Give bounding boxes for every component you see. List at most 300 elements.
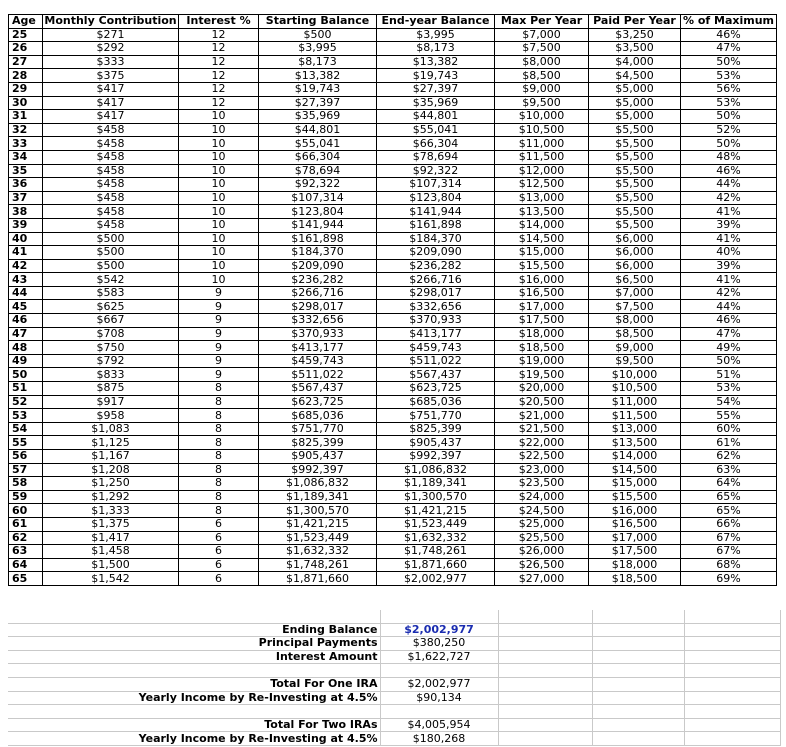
- cell-age[interactable]: 48: [9, 341, 43, 355]
- cell-max-per-year[interactable]: $22,500: [495, 450, 589, 464]
- summary-value[interactable]: $380,250: [380, 637, 498, 651]
- cell-end-year-balance[interactable]: $123,804: [377, 191, 495, 205]
- cell-pct-of-maximum[interactable]: 62%: [681, 450, 777, 464]
- empty-cell[interactable]: [592, 650, 684, 664]
- cell-end-year-balance[interactable]: $27,397: [377, 82, 495, 96]
- cell-age[interactable]: 60: [9, 504, 43, 518]
- cell-monthly-contribution[interactable]: $458: [43, 137, 179, 151]
- cell-pct-of-maximum[interactable]: 41%: [681, 273, 777, 287]
- cell-paid-per-year[interactable]: $16,000: [589, 504, 681, 518]
- cell-starting-balance[interactable]: $685,036: [259, 409, 377, 423]
- cell-pct-of-maximum[interactable]: 46%: [681, 164, 777, 178]
- cell-monthly-contribution[interactable]: $500: [43, 259, 179, 273]
- cell-interest-pct[interactable]: 9: [179, 327, 259, 341]
- cell-age[interactable]: 53: [9, 409, 43, 423]
- cell-pct-of-maximum[interactable]: 52%: [681, 123, 777, 137]
- cell-end-year-balance[interactable]: $161,898: [377, 218, 495, 232]
- cell-max-per-year[interactable]: $14,500: [495, 232, 589, 246]
- cell-end-year-balance[interactable]: $66,304: [377, 137, 495, 151]
- cell-starting-balance[interactable]: $567,437: [259, 382, 377, 396]
- cell-end-year-balance[interactable]: $92,322: [377, 164, 495, 178]
- cell-paid-per-year[interactable]: $8,500: [589, 327, 681, 341]
- column-header-starting-balance[interactable]: Starting Balance: [259, 15, 377, 29]
- empty-cell[interactable]: [684, 705, 780, 719]
- cell-end-year-balance[interactable]: $1,421,215: [377, 504, 495, 518]
- cell-age[interactable]: 57: [9, 463, 43, 477]
- cell-pct-of-maximum[interactable]: 65%: [681, 490, 777, 504]
- cell-age[interactable]: 64: [9, 558, 43, 572]
- cell-paid-per-year[interactable]: $9,500: [589, 354, 681, 368]
- cell-monthly-contribution[interactable]: $417: [43, 82, 179, 96]
- summary-label[interactable]: Principal Payments: [8, 637, 380, 651]
- cell-paid-per-year[interactable]: $15,500: [589, 490, 681, 504]
- cell-paid-per-year[interactable]: $18,000: [589, 558, 681, 572]
- cell-end-year-balance[interactable]: $825,399: [377, 422, 495, 436]
- cell-paid-per-year[interactable]: $5,500: [589, 205, 681, 219]
- cell-monthly-contribution[interactable]: $833: [43, 368, 179, 382]
- cell-interest-pct[interactable]: 8: [179, 504, 259, 518]
- cell-paid-per-year[interactable]: $5,500: [589, 218, 681, 232]
- cell-age[interactable]: 46: [9, 314, 43, 328]
- summary-value[interactable]: $4,005,954: [380, 718, 498, 732]
- cell-monthly-contribution[interactable]: $1,417: [43, 531, 179, 545]
- cell-starting-balance[interactable]: $1,871,660: [259, 572, 377, 586]
- cell-end-year-balance[interactable]: $8,173: [377, 42, 495, 56]
- cell-pct-of-maximum[interactable]: 53%: [681, 69, 777, 83]
- cell-interest-pct[interactable]: 10: [179, 137, 259, 151]
- cell-max-per-year[interactable]: $25,000: [495, 517, 589, 531]
- column-header-paid-per-year[interactable]: Paid Per Year: [589, 15, 681, 29]
- summary-value[interactable]: [380, 664, 498, 678]
- cell-pct-of-maximum[interactable]: 60%: [681, 422, 777, 436]
- empty-cell[interactable]: [592, 664, 684, 678]
- cell-end-year-balance[interactable]: $1,300,570: [377, 490, 495, 504]
- cell-starting-balance[interactable]: $1,523,449: [259, 531, 377, 545]
- column-header-interest-pct[interactable]: Interest %: [179, 15, 259, 29]
- column-header-end-year-balance[interactable]: End-year Balance: [377, 15, 495, 29]
- cell-end-year-balance[interactable]: $332,656: [377, 300, 495, 314]
- cell-starting-balance[interactable]: $123,804: [259, 205, 377, 219]
- cell-interest-pct[interactable]: 8: [179, 395, 259, 409]
- empty-cell[interactable]: [684, 732, 780, 746]
- cell-monthly-contribution[interactable]: $1,333: [43, 504, 179, 518]
- cell-max-per-year[interactable]: $26,500: [495, 558, 589, 572]
- cell-starting-balance[interactable]: $236,282: [259, 273, 377, 287]
- cell-pct-of-maximum[interactable]: 53%: [681, 382, 777, 396]
- cell-end-year-balance[interactable]: $413,177: [377, 327, 495, 341]
- cell-age[interactable]: 28: [9, 69, 43, 83]
- empty-cell[interactable]: [592, 705, 684, 719]
- cell-age[interactable]: 40: [9, 232, 43, 246]
- cell-starting-balance[interactable]: $8,173: [259, 55, 377, 69]
- cell-starting-balance[interactable]: $66,304: [259, 150, 377, 164]
- cell-starting-balance[interactable]: $141,944: [259, 218, 377, 232]
- cell-age[interactable]: 65: [9, 572, 43, 586]
- summary-label[interactable]: Ending Balance: [8, 623, 380, 637]
- cell-paid-per-year[interactable]: $6,000: [589, 246, 681, 260]
- empty-cell[interactable]: [498, 691, 592, 705]
- cell-pct-of-maximum[interactable]: 47%: [681, 42, 777, 56]
- column-header-pct-of-maximum[interactable]: % of Maximum: [681, 15, 777, 29]
- cell-end-year-balance[interactable]: $19,743: [377, 69, 495, 83]
- cell-paid-per-year[interactable]: $10,000: [589, 368, 681, 382]
- cell-interest-pct[interactable]: 8: [179, 477, 259, 491]
- cell-paid-per-year[interactable]: $7,000: [589, 286, 681, 300]
- cell-starting-balance[interactable]: $266,716: [259, 286, 377, 300]
- cell-interest-pct[interactable]: 6: [179, 558, 259, 572]
- cell-age[interactable]: 26: [9, 42, 43, 56]
- cell-paid-per-year[interactable]: $16,500: [589, 517, 681, 531]
- cell-monthly-contribution[interactable]: $1,542: [43, 572, 179, 586]
- cell-interest-pct[interactable]: 12: [179, 42, 259, 56]
- cell-paid-per-year[interactable]: $11,000: [589, 395, 681, 409]
- cell-starting-balance[interactable]: $413,177: [259, 341, 377, 355]
- cell-paid-per-year[interactable]: $5,500: [589, 137, 681, 151]
- cell-max-per-year[interactable]: $11,000: [495, 137, 589, 151]
- cell-max-per-year[interactable]: $26,000: [495, 545, 589, 559]
- cell-end-year-balance[interactable]: $35,969: [377, 96, 495, 110]
- cell-max-per-year[interactable]: $18,500: [495, 341, 589, 355]
- cell-max-per-year[interactable]: $27,000: [495, 572, 589, 586]
- cell-max-per-year[interactable]: $15,000: [495, 246, 589, 260]
- summary-value[interactable]: $2,002,977: [380, 623, 498, 637]
- cell-end-year-balance[interactable]: $1,632,332: [377, 531, 495, 545]
- summary-value[interactable]: [380, 610, 498, 623]
- cell-pct-of-maximum[interactable]: 66%: [681, 517, 777, 531]
- cell-max-per-year[interactable]: $23,500: [495, 477, 589, 491]
- cell-pct-of-maximum[interactable]: 51%: [681, 368, 777, 382]
- summary-label[interactable]: Total For Two IRAs: [8, 718, 380, 732]
- cell-interest-pct[interactable]: 8: [179, 463, 259, 477]
- cell-interest-pct[interactable]: 10: [179, 218, 259, 232]
- cell-end-year-balance[interactable]: $209,090: [377, 246, 495, 260]
- cell-max-per-year[interactable]: $10,000: [495, 110, 589, 124]
- cell-monthly-contribution[interactable]: $458: [43, 164, 179, 178]
- empty-cell[interactable]: [684, 677, 780, 691]
- cell-interest-pct[interactable]: 9: [179, 354, 259, 368]
- empty-cell[interactable]: [498, 732, 592, 746]
- cell-interest-pct[interactable]: 10: [179, 123, 259, 137]
- cell-starting-balance[interactable]: $623,725: [259, 395, 377, 409]
- column-header-age[interactable]: Age: [9, 15, 43, 29]
- cell-end-year-balance[interactable]: $1,189,341: [377, 477, 495, 491]
- cell-age[interactable]: 37: [9, 191, 43, 205]
- cell-age[interactable]: 45: [9, 300, 43, 314]
- cell-max-per-year[interactable]: $17,000: [495, 300, 589, 314]
- cell-monthly-contribution[interactable]: $542: [43, 273, 179, 287]
- cell-end-year-balance[interactable]: $905,437: [377, 436, 495, 450]
- cell-monthly-contribution[interactable]: $1,375: [43, 517, 179, 531]
- cell-monthly-contribution[interactable]: $417: [43, 110, 179, 124]
- cell-interest-pct[interactable]: 12: [179, 55, 259, 69]
- cell-monthly-contribution[interactable]: $750: [43, 341, 179, 355]
- cell-monthly-contribution[interactable]: $458: [43, 150, 179, 164]
- cell-age[interactable]: 36: [9, 178, 43, 192]
- cell-monthly-contribution[interactable]: $1,167: [43, 450, 179, 464]
- column-header-monthly-contribution[interactable]: Monthly Contribution: [44, 14, 177, 28]
- cell-max-per-year[interactable]: $10,500: [495, 123, 589, 137]
- cell-age[interactable]: 47: [9, 327, 43, 341]
- cell-end-year-balance[interactable]: $1,871,660: [377, 558, 495, 572]
- cell-monthly-contribution[interactable]: $458: [43, 178, 179, 192]
- cell-interest-pct[interactable]: 6: [179, 572, 259, 586]
- cell-paid-per-year[interactable]: $7,500: [589, 300, 681, 314]
- cell-pct-of-maximum[interactable]: 55%: [681, 409, 777, 423]
- cell-interest-pct[interactable]: 12: [179, 82, 259, 96]
- cell-starting-balance[interactable]: $370,933: [259, 327, 377, 341]
- cell-monthly-contribution[interactable]: $667: [43, 314, 179, 328]
- cell-interest-pct[interactable]: 10: [179, 273, 259, 287]
- cell-max-per-year[interactable]: $13,000: [495, 191, 589, 205]
- cell-interest-pct[interactable]: 9: [179, 286, 259, 300]
- empty-cell[interactable]: [498, 718, 592, 732]
- cell-starting-balance[interactable]: $19,743: [259, 82, 377, 96]
- cell-pct-of-maximum[interactable]: 44%: [681, 178, 777, 192]
- cell-interest-pct[interactable]: 12: [179, 69, 259, 83]
- cell-monthly-contribution[interactable]: $458: [43, 191, 179, 205]
- cell-starting-balance[interactable]: $298,017: [259, 300, 377, 314]
- cell-max-per-year[interactable]: $8,500: [495, 69, 589, 83]
- cell-end-year-balance[interactable]: $992,397: [377, 450, 495, 464]
- cell-starting-balance[interactable]: $27,397: [259, 96, 377, 110]
- cell-monthly-contribution[interactable]: $1,250: [43, 477, 179, 491]
- empty-cell[interactable]: [498, 623, 592, 637]
- cell-paid-per-year[interactable]: $5,000: [589, 96, 681, 110]
- cell-paid-per-year[interactable]: $13,500: [589, 436, 681, 450]
- cell-paid-per-year[interactable]: $14,500: [589, 463, 681, 477]
- cell-starting-balance[interactable]: $459,743: [259, 354, 377, 368]
- empty-cell[interactable]: [498, 705, 592, 719]
- cell-paid-per-year[interactable]: $8,000: [589, 314, 681, 328]
- cell-interest-pct[interactable]: 10: [179, 150, 259, 164]
- cell-monthly-contribution[interactable]: $917: [43, 395, 179, 409]
- cell-age[interactable]: 41: [9, 246, 43, 260]
- cell-interest-pct[interactable]: 8: [179, 422, 259, 436]
- cell-age[interactable]: 35: [9, 164, 43, 178]
- cell-paid-per-year[interactable]: $6,000: [589, 259, 681, 273]
- cell-end-year-balance[interactable]: $1,748,261: [377, 545, 495, 559]
- cell-max-per-year[interactable]: $8,000: [495, 55, 589, 69]
- cell-interest-pct[interactable]: 8: [179, 436, 259, 450]
- cell-monthly-contribution[interactable]: $1,458: [43, 545, 179, 559]
- cell-monthly-contribution[interactable]: $458: [43, 123, 179, 137]
- cell-age[interactable]: 63: [9, 545, 43, 559]
- empty-cell[interactable]: [592, 732, 684, 746]
- empty-cell[interactable]: [592, 610, 684, 623]
- cell-pct-of-maximum[interactable]: 64%: [681, 477, 777, 491]
- summary-value[interactable]: $2,002,977: [380, 677, 498, 691]
- summary-label[interactable]: Total For One IRA: [8, 677, 380, 691]
- cell-starting-balance[interactable]: $1,086,832: [259, 477, 377, 491]
- cell-paid-per-year[interactable]: $4,500: [589, 69, 681, 83]
- cell-pct-of-maximum[interactable]: 50%: [681, 55, 777, 69]
- cell-starting-balance[interactable]: $55,041: [259, 137, 377, 151]
- cell-pct-of-maximum[interactable]: 68%: [681, 558, 777, 572]
- cell-monthly-contribution[interactable]: $458: [43, 205, 179, 219]
- cell-paid-per-year[interactable]: $3,500: [589, 42, 681, 56]
- cell-interest-pct[interactable]: 8: [179, 409, 259, 423]
- cell-age[interactable]: 50: [9, 368, 43, 382]
- cell-paid-per-year[interactable]: $3,250: [589, 28, 681, 42]
- cell-pct-of-maximum[interactable]: 40%: [681, 246, 777, 260]
- cell-max-per-year[interactable]: $22,000: [495, 436, 589, 450]
- cell-starting-balance[interactable]: $1,632,332: [259, 545, 377, 559]
- cell-monthly-contribution[interactable]: $333: [43, 55, 179, 69]
- cell-max-per-year[interactable]: $11,500: [495, 150, 589, 164]
- cell-age[interactable]: 52: [9, 395, 43, 409]
- cell-age[interactable]: 54: [9, 422, 43, 436]
- cell-pct-of-maximum[interactable]: 56%: [681, 82, 777, 96]
- cell-starting-balance[interactable]: $1,300,570: [259, 504, 377, 518]
- cell-interest-pct[interactable]: 9: [179, 368, 259, 382]
- empty-cell[interactable]: [498, 677, 592, 691]
- cell-age[interactable]: 61: [9, 517, 43, 531]
- column-header-max-per-year[interactable]: Max Per Year: [495, 15, 589, 29]
- cell-paid-per-year[interactable]: $5,500: [589, 150, 681, 164]
- cell-interest-pct[interactable]: 12: [179, 96, 259, 110]
- cell-starting-balance[interactable]: $107,314: [259, 191, 377, 205]
- cell-age[interactable]: 49: [9, 354, 43, 368]
- cell-interest-pct[interactable]: 9: [179, 314, 259, 328]
- cell-monthly-contribution[interactable]: $583: [43, 286, 179, 300]
- cell-pct-of-maximum[interactable]: 50%: [681, 354, 777, 368]
- empty-cell[interactable]: [684, 718, 780, 732]
- cell-max-per-year[interactable]: $24,000: [495, 490, 589, 504]
- cell-interest-pct[interactable]: 10: [179, 205, 259, 219]
- cell-monthly-contribution[interactable]: $875: [43, 382, 179, 396]
- empty-cell[interactable]: [684, 610, 780, 623]
- cell-end-year-balance[interactable]: $511,022: [377, 354, 495, 368]
- cell-age[interactable]: 42: [9, 259, 43, 273]
- cell-end-year-balance[interactable]: $1,523,449: [377, 517, 495, 531]
- empty-cell[interactable]: [684, 664, 780, 678]
- empty-cell[interactable]: [592, 637, 684, 651]
- cell-max-per-year[interactable]: $25,500: [495, 531, 589, 545]
- cell-max-per-year[interactable]: $20,000: [495, 382, 589, 396]
- cell-pct-of-maximum[interactable]: 48%: [681, 150, 777, 164]
- cell-max-per-year[interactable]: $23,000: [495, 463, 589, 477]
- cell-interest-pct[interactable]: 10: [179, 110, 259, 124]
- cell-paid-per-year[interactable]: $5,500: [589, 178, 681, 192]
- cell-interest-pct[interactable]: 10: [179, 259, 259, 273]
- cell-end-year-balance[interactable]: $623,725: [377, 382, 495, 396]
- cell-monthly-contribution[interactable]: $500: [43, 246, 179, 260]
- cell-paid-per-year[interactable]: $15,000: [589, 477, 681, 491]
- cell-end-year-balance[interactable]: $44,801: [377, 110, 495, 124]
- cell-monthly-contribution[interactable]: $292: [43, 42, 179, 56]
- cell-age[interactable]: 25: [9, 28, 43, 42]
- cell-starting-balance[interactable]: $1,421,215: [259, 517, 377, 531]
- cell-end-year-balance[interactable]: $236,282: [377, 259, 495, 273]
- cell-max-per-year[interactable]: $19,000: [495, 354, 589, 368]
- cell-max-per-year[interactable]: $19,500: [495, 368, 589, 382]
- cell-interest-pct[interactable]: 8: [179, 450, 259, 464]
- cell-end-year-balance[interactable]: $13,382: [377, 55, 495, 69]
- cell-end-year-balance[interactable]: $685,036: [377, 395, 495, 409]
- cell-max-per-year[interactable]: $7,500: [495, 42, 589, 56]
- empty-cell[interactable]: [498, 637, 592, 651]
- empty-cell[interactable]: [498, 664, 592, 678]
- summary-label[interactable]: Yearly Income by Re-Investing at 4.5%: [8, 691, 380, 705]
- cell-max-per-year[interactable]: $15,500: [495, 259, 589, 273]
- cell-starting-balance[interactable]: $332,656: [259, 314, 377, 328]
- cell-age[interactable]: 34: [9, 150, 43, 164]
- cell-end-year-balance[interactable]: $107,314: [377, 178, 495, 192]
- cell-max-per-year[interactable]: $13,500: [495, 205, 589, 219]
- cell-paid-per-year[interactable]: $11,500: [589, 409, 681, 423]
- cell-end-year-balance[interactable]: $184,370: [377, 232, 495, 246]
- cell-paid-per-year[interactable]: $5,500: [589, 191, 681, 205]
- empty-cell[interactable]: [498, 650, 592, 664]
- empty-cell[interactable]: [592, 718, 684, 732]
- cell-paid-per-year[interactable]: $5,000: [589, 82, 681, 96]
- cell-starting-balance[interactable]: $992,397: [259, 463, 377, 477]
- cell-age[interactable]: 33: [9, 137, 43, 151]
- cell-pct-of-maximum[interactable]: 41%: [681, 232, 777, 246]
- cell-age[interactable]: 58: [9, 477, 43, 491]
- cell-pct-of-maximum[interactable]: 67%: [681, 545, 777, 559]
- cell-end-year-balance[interactable]: $370,933: [377, 314, 495, 328]
- cell-starting-balance[interactable]: $209,090: [259, 259, 377, 273]
- cell-monthly-contribution[interactable]: $271: [43, 28, 179, 42]
- cell-interest-pct[interactable]: 10: [179, 232, 259, 246]
- cell-starting-balance[interactable]: $92,322: [259, 178, 377, 192]
- cell-monthly-contribution[interactable]: $375: [43, 69, 179, 83]
- cell-pct-of-maximum[interactable]: 53%: [681, 96, 777, 110]
- empty-cell[interactable]: [592, 623, 684, 637]
- cell-end-year-balance[interactable]: $55,041: [377, 123, 495, 137]
- summary-value[interactable]: $180,268: [380, 732, 498, 746]
- cell-interest-pct[interactable]: 6: [179, 545, 259, 559]
- cell-starting-balance[interactable]: $35,969: [259, 110, 377, 124]
- cell-starting-balance[interactable]: $825,399: [259, 436, 377, 450]
- cell-paid-per-year[interactable]: $14,000: [589, 450, 681, 464]
- cell-paid-per-year[interactable]: $17,000: [589, 531, 681, 545]
- cell-max-per-year[interactable]: $17,500: [495, 314, 589, 328]
- cell-starting-balance[interactable]: $511,022: [259, 368, 377, 382]
- empty-cell[interactable]: [684, 691, 780, 705]
- cell-starting-balance[interactable]: $3,995: [259, 42, 377, 56]
- cell-paid-per-year[interactable]: $5,500: [589, 164, 681, 178]
- cell-starting-balance[interactable]: $500: [259, 28, 377, 42]
- empty-cell[interactable]: [684, 623, 780, 637]
- cell-monthly-contribution[interactable]: $958: [43, 409, 179, 423]
- cell-end-year-balance[interactable]: $266,716: [377, 273, 495, 287]
- cell-pct-of-maximum[interactable]: 54%: [681, 395, 777, 409]
- cell-max-per-year[interactable]: $9,000: [495, 82, 589, 96]
- cell-starting-balance[interactable]: $44,801: [259, 123, 377, 137]
- cell-monthly-contribution[interactable]: $708: [43, 327, 179, 341]
- cell-max-per-year[interactable]: $12,500: [495, 178, 589, 192]
- cell-pct-of-maximum[interactable]: 61%: [681, 436, 777, 450]
- cell-monthly-contribution[interactable]: $792: [43, 354, 179, 368]
- cell-pct-of-maximum[interactable]: 42%: [681, 191, 777, 205]
- cell-starting-balance[interactable]: $184,370: [259, 246, 377, 260]
- cell-starting-balance[interactable]: $751,770: [259, 422, 377, 436]
- cell-max-per-year[interactable]: $16,500: [495, 286, 589, 300]
- cell-starting-balance[interactable]: $78,694: [259, 164, 377, 178]
- cell-interest-pct[interactable]: 10: [179, 178, 259, 192]
- empty-cell[interactable]: [592, 691, 684, 705]
- empty-cell[interactable]: [684, 637, 780, 651]
- cell-age[interactable]: 31: [9, 110, 43, 124]
- cell-interest-pct[interactable]: 6: [179, 531, 259, 545]
- cell-max-per-year[interactable]: $14,000: [495, 218, 589, 232]
- cell-pct-of-maximum[interactable]: 41%: [681, 205, 777, 219]
- cell-age[interactable]: 30: [9, 96, 43, 110]
- cell-monthly-contribution[interactable]: $1,208: [43, 463, 179, 477]
- cell-end-year-balance[interactable]: $141,944: [377, 205, 495, 219]
